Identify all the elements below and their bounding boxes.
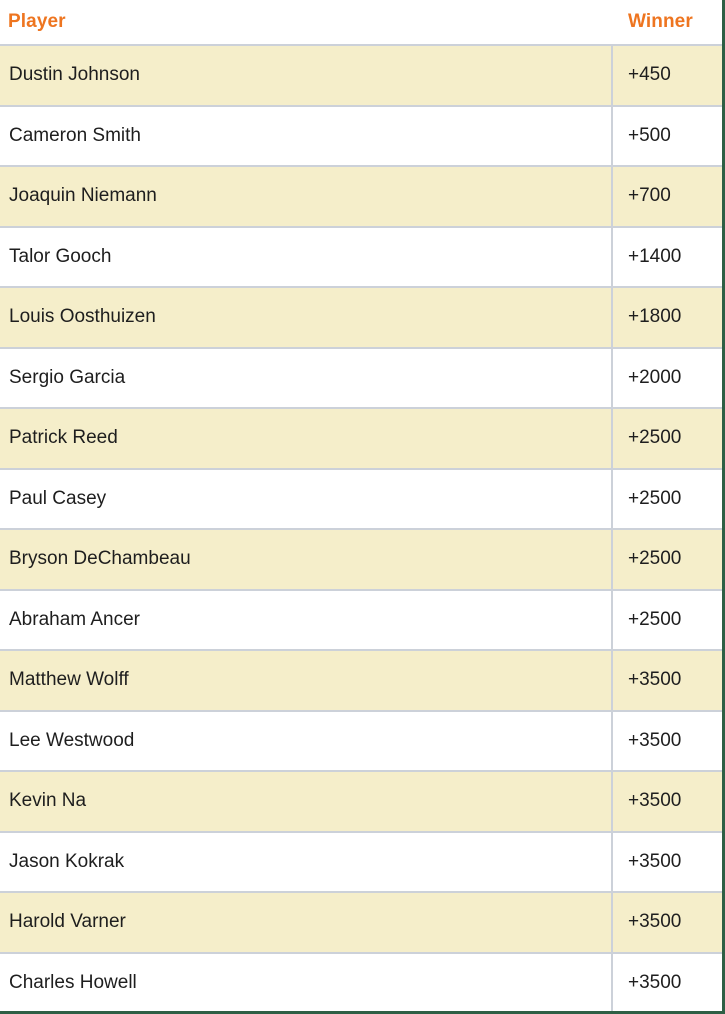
player-name: Abraham Ancer [0, 591, 613, 650]
winner-odds: +2500 [628, 487, 682, 509]
table-row [0, 770, 722, 831]
winner-odds: +3500 [628, 669, 682, 691]
player-name: Joaquin Niemann [0, 167, 613, 226]
player-name: Patrick Reed [0, 409, 613, 468]
winner-odds: +2500 [628, 548, 682, 570]
winner-odds: +500 [628, 124, 671, 146]
winner-odds: +2000 [628, 366, 682, 388]
table-row [0, 407, 722, 468]
table-row [0, 952, 722, 1013]
winner-odds: +2500 [628, 427, 682, 449]
table-row [0, 105, 722, 166]
winner-odds: +1800 [628, 306, 682, 328]
winner-odds: +3500 [628, 971, 682, 993]
table-row [0, 891, 722, 952]
table-row [0, 286, 722, 347]
player-name: Jason Kokrak [0, 833, 613, 892]
table-row [0, 165, 722, 226]
table-row [0, 710, 722, 771]
player-name: Dustin Johnson [0, 46, 613, 105]
table-row [0, 468, 722, 529]
column-header-winner: Winner [628, 11, 693, 32]
winner-odds: +700 [628, 185, 671, 207]
player-name: Charles Howell [0, 954, 613, 1013]
winner-odds: +2500 [628, 608, 682, 630]
player-name: Sergio Garcia [0, 349, 613, 408]
winner-odds: +1400 [628, 245, 682, 267]
winner-odds: +3500 [628, 790, 682, 812]
table-row [0, 589, 722, 650]
table-row [0, 831, 722, 892]
table-row [0, 528, 722, 589]
player-name: Matthew Wolff [0, 651, 613, 710]
table-row [0, 44, 722, 105]
table-row [0, 226, 722, 287]
player-name: Louis Oosthuizen [0, 288, 613, 347]
winner-odds: +450 [628, 64, 671, 86]
winner-odds: +3500 [628, 729, 682, 751]
player-name: Lee Westwood [0, 712, 613, 771]
table-row [0, 347, 722, 408]
player-name: Talor Gooch [0, 228, 613, 287]
table-header-row [0, 0, 722, 44]
player-name: Cameron Smith [0, 107, 613, 166]
player-name: Kevin Na [0, 772, 613, 831]
player-name: Bryson DeChambeau [0, 530, 613, 589]
column-header-player: Player [8, 11, 66, 32]
table-row [0, 649, 722, 710]
winner-odds: +3500 [628, 911, 682, 933]
player-name: Harold Varner [0, 893, 613, 952]
player-name: Paul Casey [0, 470, 613, 529]
winner-odds: +3500 [628, 850, 682, 872]
